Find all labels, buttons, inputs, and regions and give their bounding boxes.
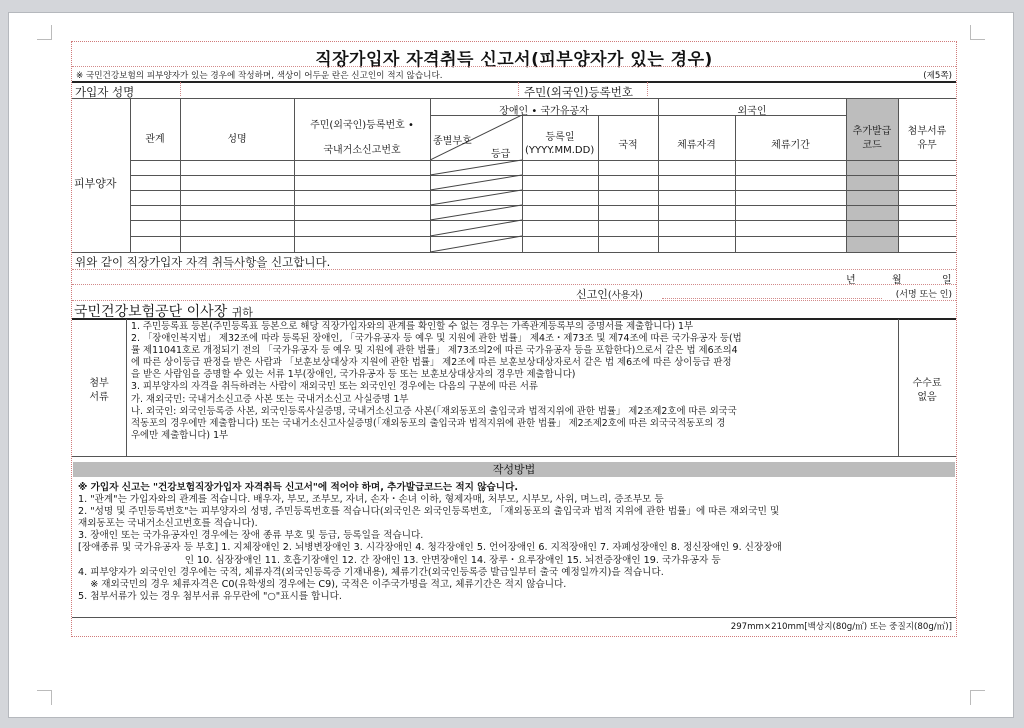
- header-attach-1: 첨부서류: [907, 126, 947, 137]
- fee-label: [898, 377, 956, 405]
- guide-line: 2. "성명 및 주민등록번호"는 피부양자의 성명, 주민등록번호를 적습니다(외국인은 외국인등록번호, 「재외동포의 출입국과 법적 지위에 관한 법률」에 따른 재외국민 및: [78, 506, 780, 518]
- crop-mark-top-right: [970, 25, 985, 40]
- header-id-line2: 국내거소신고번호: [323, 145, 401, 156]
- subscriber-name-label: 가입자 성명: [75, 85, 135, 99]
- paper-spec: 297mm×210mm[백상지(80g/㎡) 또는 중질지(80g/㎡)]: [730, 622, 952, 632]
- application-form: [71, 41, 957, 637]
- header-extra-code-2: 코드: [862, 140, 882, 151]
- attachments-list: [131, 321, 891, 442]
- attachments-label: [72, 377, 126, 405]
- guide-line: 5. 첨부서류가 있는 경우 첨부서류 유무란에 "○"표시를 합니다.: [78, 590, 342, 602]
- header-foreigner-group: 외국인: [737, 106, 767, 117]
- attachment-line: 우에만 제출합니다) 1부: [131, 429, 229, 441]
- crop-mark-bottom-right: [970, 690, 985, 705]
- reporter-sub-text: (사용자): [607, 290, 643, 301]
- header-stay-status: 체류자격: [677, 140, 716, 151]
- attachment-line: 2. 「장애인복지법」 제32조에 따라 등록된 장애인, 「국가유공자 등 예우 및 지원에 관한 법률」 제4조・제73조 및 제74조에 따른 국가유공자 등(법: [131, 333, 742, 345]
- fee-label-1: 수수료: [912, 378, 942, 389]
- form-number: (제5쪽): [923, 71, 952, 81]
- attachment-line: 적동포의 경우에만 제출합니다) 또는 국내거소신고사실증명(「재외동포의 출입국과 법적지위에 관한 법률」 제2조제2호에 따른 외국국적동포의 경: [131, 417, 726, 429]
- form-notice: ※ 국민건강보험의 피부양자가 있는 경우에 작성하며, 색상이 어두운 란은 신고인이 적지 않습니다.: [76, 71, 443, 81]
- fee-label-2: 없음: [917, 392, 937, 403]
- guide-line: 4. 피부양자가 외국인인 경우에는 국적, 체류자격(외국인등록증 기재내용), 체류기간(외국인등록증 발급일부터 출국 예정일까지)을 적습니다.: [78, 566, 664, 578]
- attachment-line: 을 받은 사람임을 증명할 수 있는 서류 1부(장애인, 국가유공자 등 또는 보훈보상대상자의 경우만 제출합니다): [131, 369, 576, 381]
- attachment-line: 나. 외국인: 외국인등록증 사본, 외국인등록사실증명, 국내거소신고증 사본(「재외동포의 출입국과 법적지위에 관한 법률」 제2조제2호에 따른 외국국: [131, 405, 737, 417]
- header-grade: 등급: [491, 149, 511, 160]
- attachment-line: 에 따른 상이등급 판정을 받은 사람과 「보훈보상대상자 지원에 관한 법률」 제2조에 따른 보훈보상대상자로서 같은 법 제6조에 따른 상이등급 판정: [131, 357, 732, 369]
- header-stay-period: 체류기간: [771, 140, 810, 151]
- guide-line: [장애종류 및 국가유공자 등 부호] 1. 지체장애인 2. 뇌병변장애인 3. 시각장애인 4. 청각장애인 5. 언어장애인 6. 지적장애인 7. 자폐성장애인 8. 정신장애인 9. 신장장애: [78, 542, 782, 554]
- declaration-text: 위와 같이 직장가입자 자격 취득사항을 신고합니다.: [75, 255, 331, 269]
- crop-mark-top-left: [37, 25, 52, 40]
- dependents-row-label: 피부양자: [74, 177, 117, 190]
- header-relation: 관계: [145, 134, 165, 145]
- attachments-label-1: 첨부: [89, 378, 109, 389]
- header-attach-2: 유무: [917, 140, 937, 151]
- date-day: 일: [942, 275, 952, 286]
- recipient-suffix: 귀하: [231, 306, 253, 319]
- attachment-line: 가. 재외국민: 국내거소신고증 사본 또는 국내거소신고 사실증명 1부: [131, 393, 409, 405]
- header-nationality: 국적: [618, 140, 638, 151]
- header-extra-code-1: 추가발급: [852, 126, 892, 137]
- header-id-line1: 주민(외국인)등록번호 •: [310, 120, 414, 131]
- header-reg-date: 등록일: [545, 132, 575, 143]
- guide-line: ※ 가입자 신고는 "건강보험직장가입자 자격취득 신고서"에 적어야 하며, 추가발급코드는 적지 않습니다.: [78, 482, 518, 493]
- subscriber-id-label: 주민(외국인)등록번호: [524, 85, 633, 99]
- crop-mark-bottom-left: [37, 690, 52, 705]
- guide-line: 재외동포는 국내거소신고번호를 적습니다).: [78, 518, 258, 530]
- form-title: 직장가입자 자격취득 신고서(피부양자가 있는 경우): [315, 50, 713, 70]
- attachments-label-2: 서류: [89, 392, 109, 403]
- header-type-code: 종별부호: [433, 136, 472, 147]
- reporter-signature: (서명 또는 인): [895, 290, 952, 300]
- attachment-line: 3. 피부양자의 자격을 취득하려는 사람이 재외국민 또는 외국인인 경우에는 다음의 구분에 따른 서류: [131, 381, 538, 393]
- guide-list: [78, 482, 950, 603]
- guide-line: 1. "관계"는 가입자와의 관계를 적습니다. 배우자, 부모, 조부모, 자녀, 손자・손녀 이하, 형제자매, 처부모, 시부모, 사위, 며느리, 증조부모 등: [78, 494, 664, 506]
- header-date-format: (YYYY.MM.DD): [525, 145, 595, 156]
- date-month: 월: [892, 275, 902, 286]
- header-name: 성명: [227, 134, 247, 145]
- guide-line: 3. 장애인 또는 국가유공자인 경우에는 장애 종류 부호 및 등급, 등록일을 적습니다.: [78, 530, 424, 542]
- guide-section-title: 작성방법: [73, 462, 955, 477]
- header-disabled-group: 장애인 • 국가유공자: [499, 106, 589, 117]
- attachment-line: 률 제11041호로 개정되기 전의 「국가유공자 등 예우 및 지원에 관한 법률」 제73조의2에 따른 국가유공자 등을 포함한다)으로서 같은 법 제6조의4: [131, 345, 738, 357]
- document-page: [8, 12, 1014, 718]
- reporter-label-text: 신고인: [576, 288, 608, 301]
- attachment-line: 1. 주민등록표 등본(주민등록표 등본으로 해당 직장가입자와의 관계를 확인할 수 없는 경우는 가족관계등록부의 증명서를 제출합니다) 1부: [131, 321, 694, 332]
- recipient-name-text: 국민건강보험공단 이사장: [74, 304, 228, 320]
- guide-line: 인 10. 심장장애인 11. 호흡기장애인 12. 간 장애인 13. 안면장애인 14. 장루・요루장애인 15. 뇌전증장애인 19. 국가유공자 등: [78, 554, 721, 566]
- date-year: 년: [846, 275, 856, 286]
- guide-line: ※ 재외국민의 경우 체류자격은 C0(유학생의 경우에는 C9), 국적은 이주국가명을 적고, 체류기간은 적지 않습니다.: [78, 578, 567, 590]
